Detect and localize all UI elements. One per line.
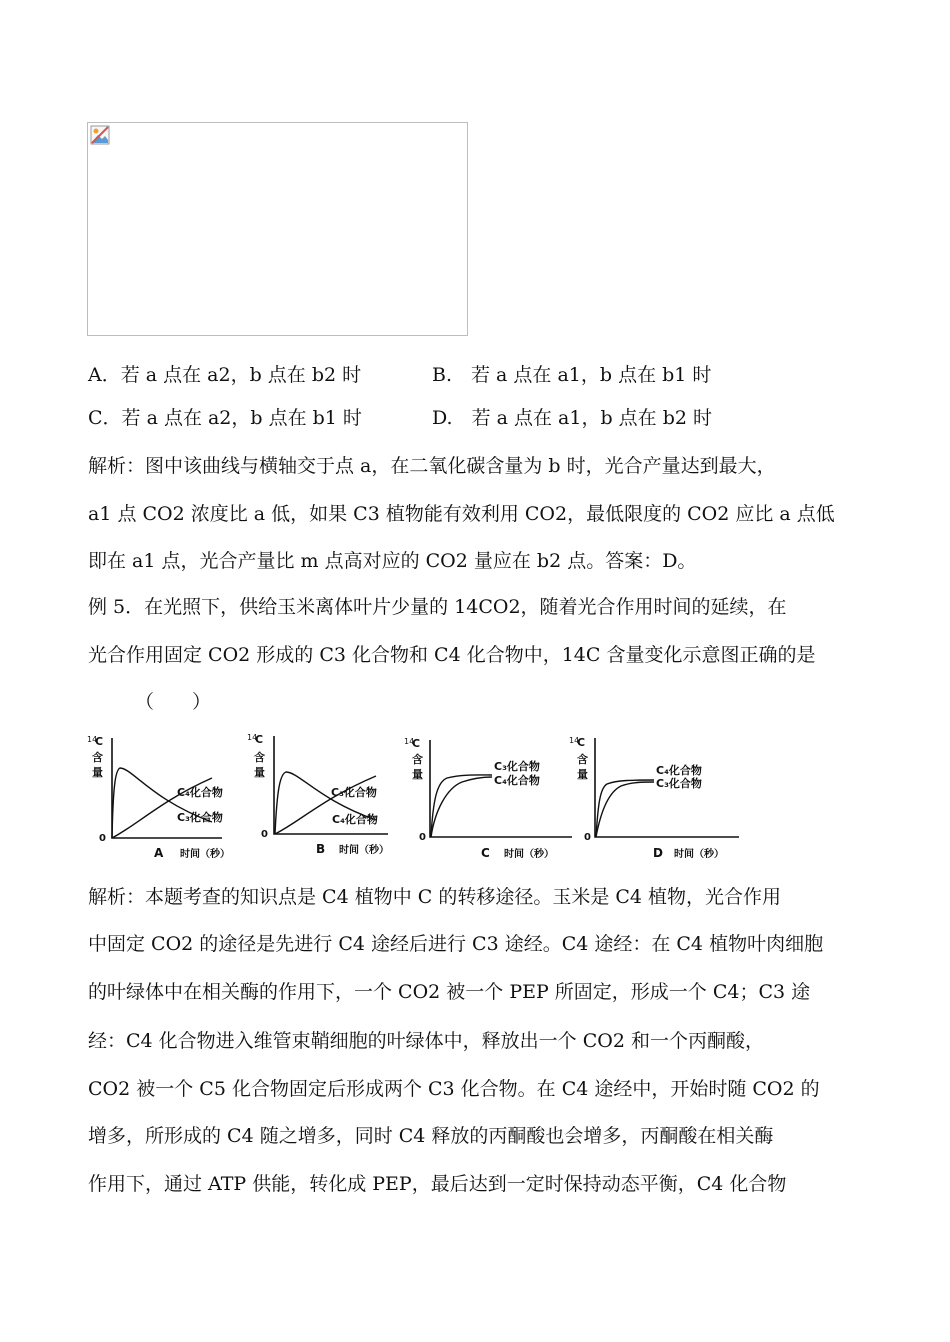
ylabel-iso: 14 xyxy=(404,737,415,746)
ylabel-2: 量 xyxy=(577,768,588,781)
ylabel-c: C xyxy=(412,737,421,750)
option-a: A．若 a 点在 a2，b 点在 b2 时 xyxy=(88,364,362,386)
option-d: D. 若 a 点在 a1，b 点在 b2 时 xyxy=(432,407,712,429)
graph-options xyxy=(82,730,742,865)
ylabel-1: 含 xyxy=(412,753,423,766)
analysis1-line: 即在 a1 点，光合产量比 m 点高对应的 CO2 量应在 b2 点。答案：D。 xyxy=(88,550,697,572)
graph-panel-c xyxy=(404,737,572,860)
origin-label: 0 xyxy=(419,832,426,843)
option-c: C．若 a 点在 a2，b 点在 b1 时 xyxy=(88,407,362,429)
answer-blank: （ ） xyxy=(135,691,212,713)
origin-label: 0 xyxy=(584,832,591,843)
analysis1-line: 解析：图中该曲线与横轴交于点 a，在二氧化碳含量为 b 时，光合产量达到最大， xyxy=(88,455,776,477)
xlabel: 时间（秒） xyxy=(339,845,389,856)
curve-label-lower: C₃化合物 xyxy=(177,811,223,824)
panel-letter: D xyxy=(653,846,663,860)
curve-label-upper: C₃化合物 xyxy=(331,786,377,799)
xlabel: 时间（秒） xyxy=(504,849,554,860)
analysis2-line: 解析：本题考查的知识点是 C4 植物中 C 的转移途径。玉米是 C4 植物，光合作用 xyxy=(88,886,782,908)
analysis2-line: 中固定 CO2 的途径是先进行 C4 途经后进行 C3 途经。C4 途经：在 C4 植物叶肉细胞 xyxy=(88,933,824,955)
analysis2-line: 增多，所形成的 C4 随之增多，同时 C4 释放的丙酮酸也会增多，丙酮酸在相关酶 xyxy=(88,1125,774,1147)
ylabel-iso: 14 xyxy=(569,736,580,745)
curve-label-upper: C₃化合物 xyxy=(494,760,540,773)
graph-panel-d xyxy=(569,736,739,860)
curve-label-upper: C₄化合物 xyxy=(177,786,223,799)
ylabel-1: 含 xyxy=(577,753,588,766)
curve-label-upper: C₄化合物 xyxy=(656,764,702,777)
ylabel-2: 量 xyxy=(254,766,265,779)
curve-upper xyxy=(112,768,212,838)
curve-label-lower: C₄化合物 xyxy=(332,813,378,826)
graph-panel-b xyxy=(247,733,389,856)
origin-label: 0 xyxy=(261,829,268,840)
analysis2-line: 经：C4 化合物进入维管束鞘细胞的叶绿体中，释放出一个 CO2 和一个丙酮酸， xyxy=(88,1030,764,1052)
missing-figure xyxy=(87,122,468,336)
curve-upper xyxy=(596,780,654,837)
panel-letter: A xyxy=(154,846,164,860)
ylabel-1: 含 xyxy=(92,751,103,764)
option-b: B. 若 a 点在 a1，b 点在 b1 时 xyxy=(432,364,712,386)
example5-line: 例 5．在光照下，供给玉米离体叶片少量的 14CO2，随着光合作用时间的延续，在 xyxy=(88,596,787,618)
curve-lower xyxy=(431,777,492,837)
ylabel-iso: 14 xyxy=(247,733,258,742)
ylabel-c: C xyxy=(577,736,586,749)
ylabel-c: C xyxy=(255,733,264,746)
panel-letter: C xyxy=(481,846,490,860)
curve-label-lower: C₄化合物 xyxy=(494,774,540,787)
analysis2-line: 的叶绿体中在相关酶的作用下，一个 CO2 被一个 PEP 所固定，形成一个 C4；C3 途 xyxy=(88,981,811,1003)
xlabel: 时间（秒） xyxy=(674,849,724,860)
analysis2-line: CO2 被一个 C5 化合物固定后形成两个 C3 化合物。在 C4 途经中，开始时随 CO2 的 xyxy=(88,1078,820,1100)
analysis1-line: a1 点 CO2 浓度比 a 低，如果 C3 植物能有效利用 CO2，最低限度的 CO2 应比 a 点低 xyxy=(88,503,835,525)
curve-label-lower: C₃化合物 xyxy=(656,777,702,790)
ylabel-2: 量 xyxy=(92,766,103,779)
ylabel-iso: 14 xyxy=(87,735,98,744)
analysis2-line: 作用下，通过 ATP 供能，转化成 PEP，最后达到一定时保持动态平衡，C4 化合物 xyxy=(88,1173,787,1195)
ylabel-2: 量 xyxy=(412,768,423,781)
panel-letter: B xyxy=(316,842,326,856)
xlabel: 时间（秒） xyxy=(180,849,230,860)
ylabel-c: C xyxy=(95,735,104,748)
origin-label: 0 xyxy=(99,833,106,844)
curve-lower xyxy=(596,782,654,837)
graph-panel-a xyxy=(87,735,230,860)
broken-image-icon xyxy=(90,125,110,145)
ylabel-1: 含 xyxy=(254,751,265,764)
example5-line: 光合作用固定 CO2 形成的 C3 化合物和 C4 化合物中，14C 含量变化示意图正确的是 xyxy=(88,644,816,666)
